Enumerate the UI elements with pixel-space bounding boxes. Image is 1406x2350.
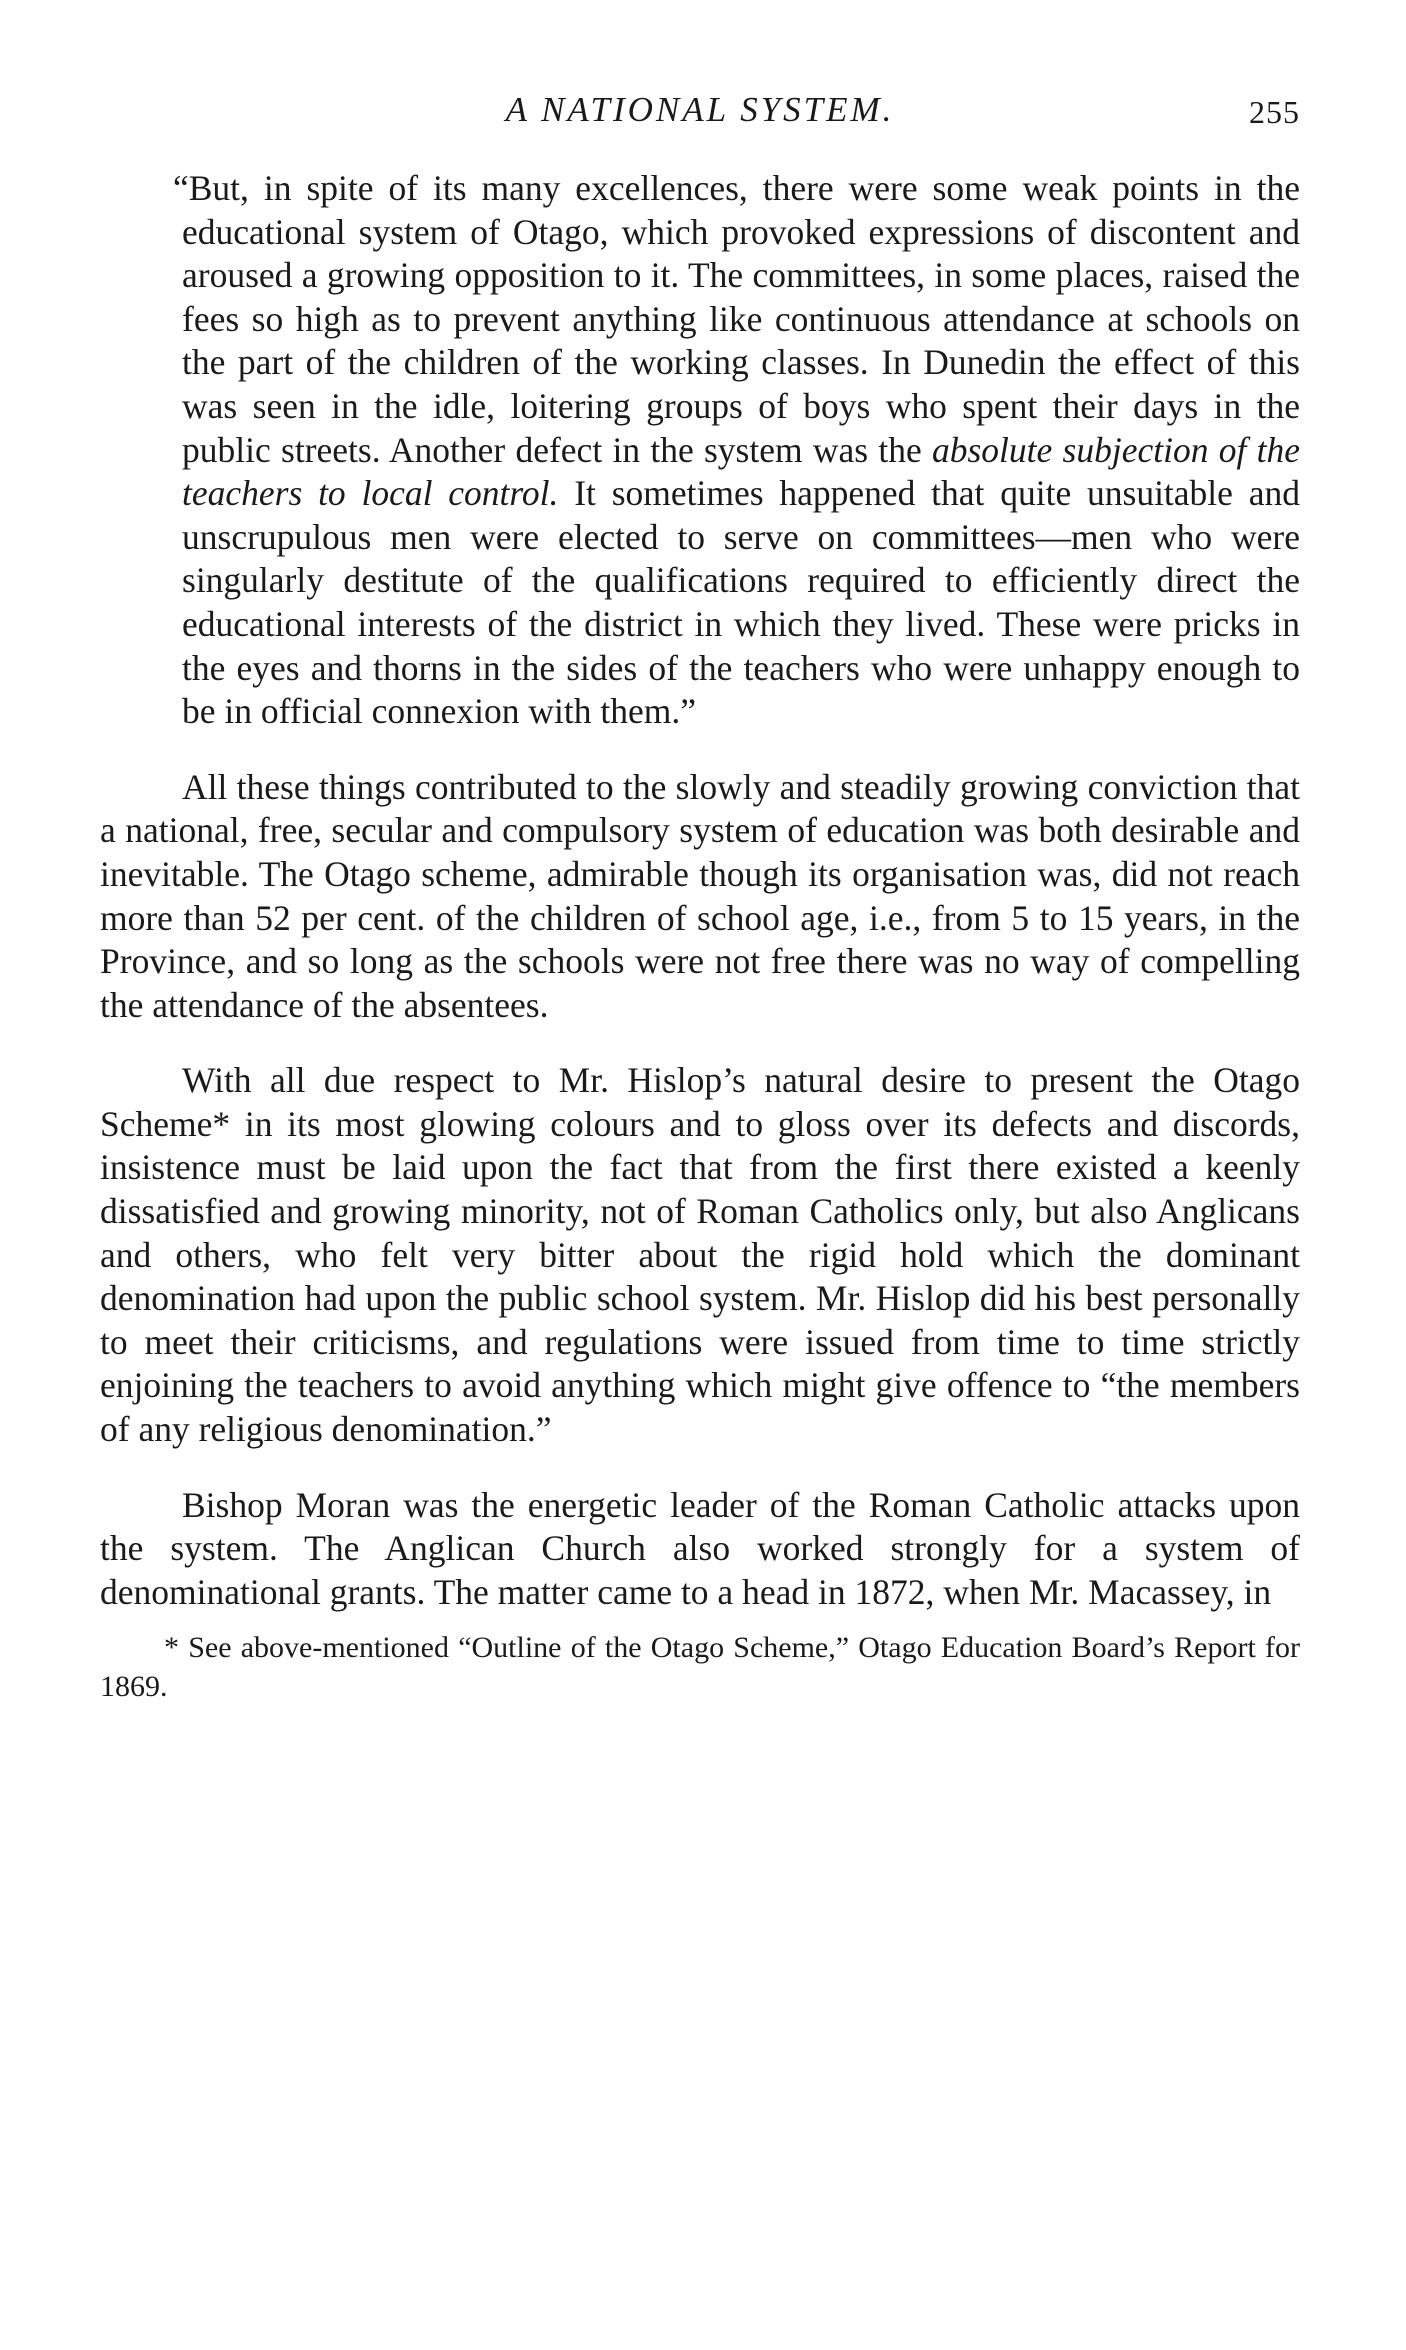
quote-text-start: “But, in spite of its many excellences, there were some weak points in the educational system of Otago, which provoked expressions of discontent and aroused a growing opposition to it. The committees, in some places, raised the fees so high as to prevent anything like continuous attendance at schools on the part of the children of the working classes. In Dunedin the effect of this was seen in the idle, loitering groups of boys who spent their days in the public streets. Another defect in the system was the	[173, 168, 1300, 470]
paragraph-2: With all due respect to Mr. Hislop’s natural desire to present the Otago Scheme* in its most glowing colours and to gloss over its defects and discords, insistence must be laid upon the fact that from the first there existed a keenly dissatisfied and growing minority, not of Roman Catholics only, but also Anglicans and others, who felt very bitter about the rigid hold which the dominant denomination had upon the public school system. Mr. Hislop did his best personally to meet their criticisms, and regulations were issued from time to time strictly enjoining the teachers to avoid anything which might give offence to “the members of any religious denomination.”	[100, 1060, 1300, 1450]
running-title: A NATIONAL SYSTEM.	[505, 90, 895, 129]
quote-text-end: It sometimes happened that quite unsuitable and unscrupulous men were elected to serve on committees—men who were singularly destitute of the qualifications required to efficiently direct the educational interests of the district in which they lived. These were pricks in the eyes and thorns in the sides of the teachers who were unhappy enough to be in official connexion with them.”	[182, 473, 1300, 732]
block-quote	[100, 167, 1300, 734]
page-body	[100, 167, 1300, 1706]
footnote: * See above-mentioned “Outline of the Otago Scheme,” Otago Education Board’s Report for 1869.	[100, 1631, 1300, 1704]
quote-emphasis: absolute subjection of the teachers to local control.	[182, 429, 1300, 514]
page-number: 255	[1249, 94, 1300, 130]
paragraph-1: All these things contributed to the slowly and steadily growing conviction that a national, free, secular and compulsory system of education was both desirable and inevitable. The Otago scheme, admirable though its organisation was, did not reach more than 52 per cent. of the children of school age, i.e., from 5 to 15 years, in the Province, and so long as the schools were not free there was no way of compelling the attendance of the absentees.	[100, 766, 1300, 1025]
page-header	[100, 90, 1300, 140]
paragraph-3: Bishop Moran was the energetic leader of the Roman Catholic attacks upon the system. The Anglican Church also worked strongly for a system of denominational grants. The matter came to a head in 1872, when Mr. Macassey, in	[100, 1484, 1300, 1612]
